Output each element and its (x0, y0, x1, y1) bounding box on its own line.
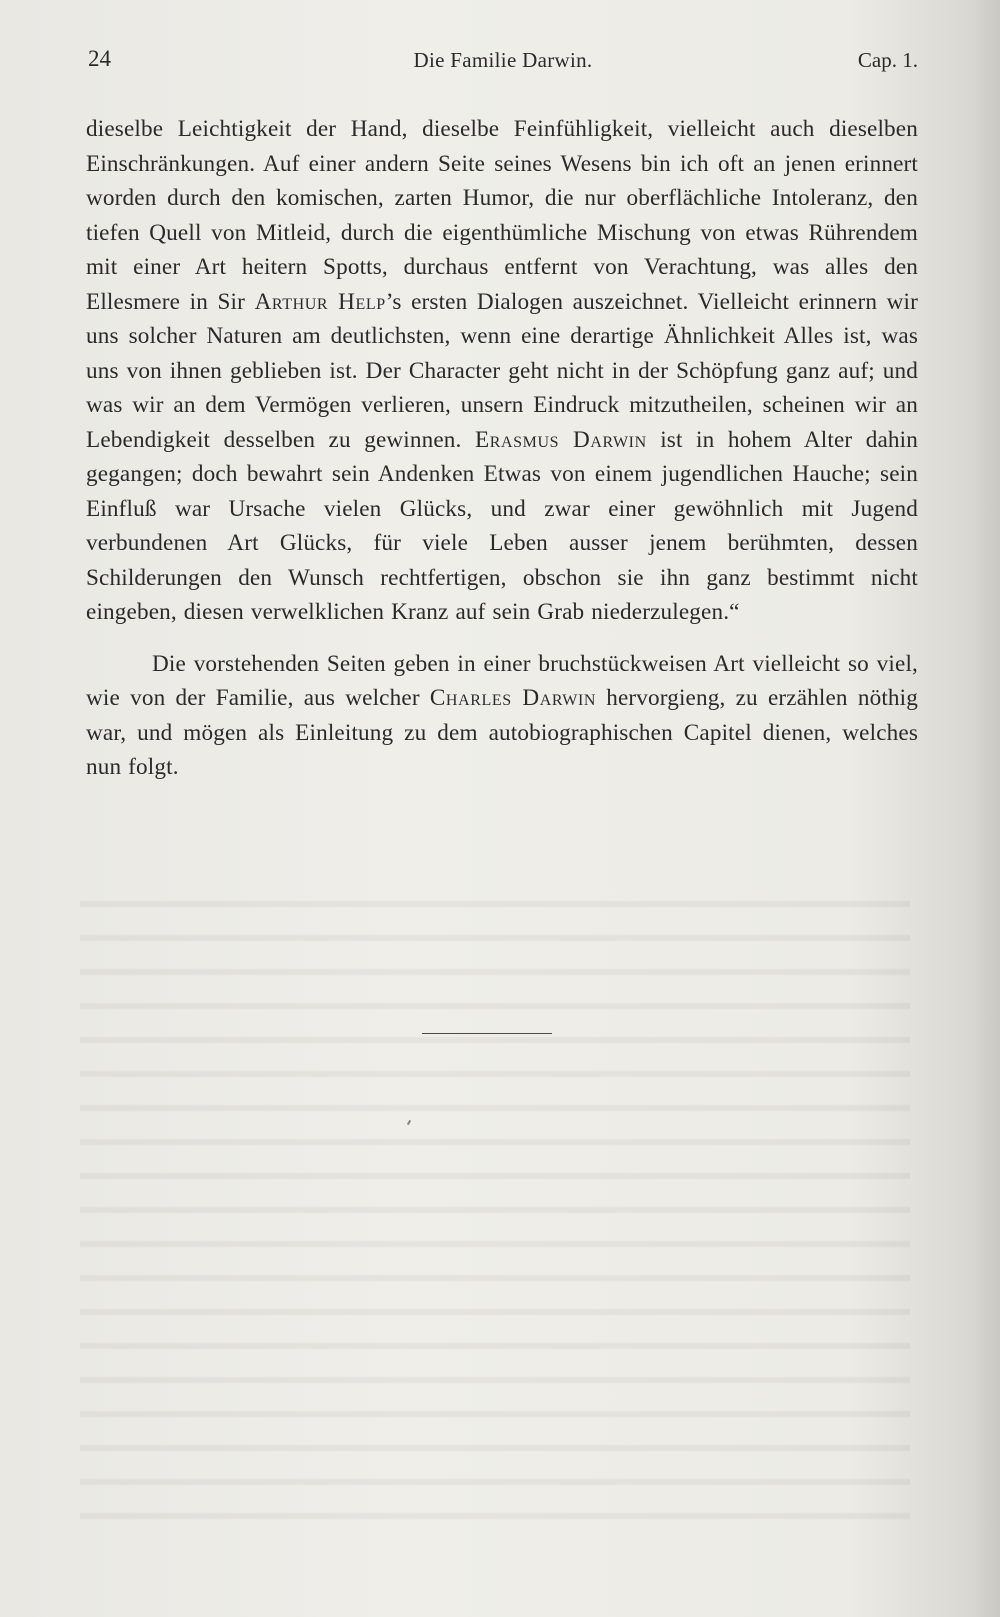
name-erasmus-darwin: Erasmus Darwin (474, 426, 647, 453)
paragraph-quote-end (86, 112, 918, 630)
chapter-label: Cap. 1. (857, 48, 918, 72)
paragraph2-text-b: hervorgieng, zu erzählen nöthig war, und mögen als Einleitung zu dem autobiographischen Capitel dienen, welches nun folgt. (86, 685, 918, 780)
paragraph-introduction (86, 647, 918, 785)
show-through-texture (80, 880, 910, 1520)
name-charles-darwin: Charles Darwin (429, 685, 597, 711)
paragraph1-text-b: ’s ersten Dialogen auszeichnet. Vielleicht erinnern wir uns solcher Naturen am deutlichsten, wenn eine derartige Ähnlichkeit Alles ist, was uns von ihnen geblieben ist. Der Character geht nicht in der Schöpfung ganz auf; und was wir an dem Vermögen verlieren, unsern Eindruck mitzutheilen, scheinen wir an Lebendigkeit desselben zu gewinnen. (86, 288, 918, 453)
paragraph2-text-a: Die vorstehenden Seiten geben in einer bruchstückweisen Art vielleicht so viel, wie von der Familie, aus welcher (86, 650, 918, 711)
body-text (86, 112, 918, 785)
running-title: Die Familie Darwin. (413, 48, 593, 72)
print-speck (407, 1120, 411, 1125)
section-divider (422, 1033, 552, 1034)
paragraph1-text-a: dieselbe Leichtigkeit der Hand, dieselbe Feinfühligkeit, vielleicht auch dieselben Einschränkungen. Auf einer andern Seite seines Wesens bin ich oft an jenen erinnert worden durch den komischen, zarten Humor, die nur oberflächliche Intoleranz, den tiefen Quell von Mitleid, durch die eigenthümliche Mischung von etwas Rührendem mit einer Art heitern Spotts, durchaus entfernt von Verachtung, was alles den Ellesmere in Sir (86, 116, 918, 315)
page-number: 24 (88, 46, 111, 71)
name-arthur-help: Arthur Help (254, 288, 386, 315)
paragraph1-text-c: ist in hohem Alter dahin gegangen; doch bewahrt sein Andenken Etwas von einem jugendlichen Hauche; sein Einfluß war Ursache vielen Glücks, und zwar einer gewöhnlich mit Jugend verbundenen Art Glücks, für viele Leben ausser jenem berühmten, dessen Schilderungen den Wunsch rechtfertigen, obschon sie ihn ganz bestimmt nicht eingeben, diesen verwelklichen Kranz auf sein Grab niederzulegen.“ (86, 426, 918, 625)
page-header (88, 46, 918, 82)
